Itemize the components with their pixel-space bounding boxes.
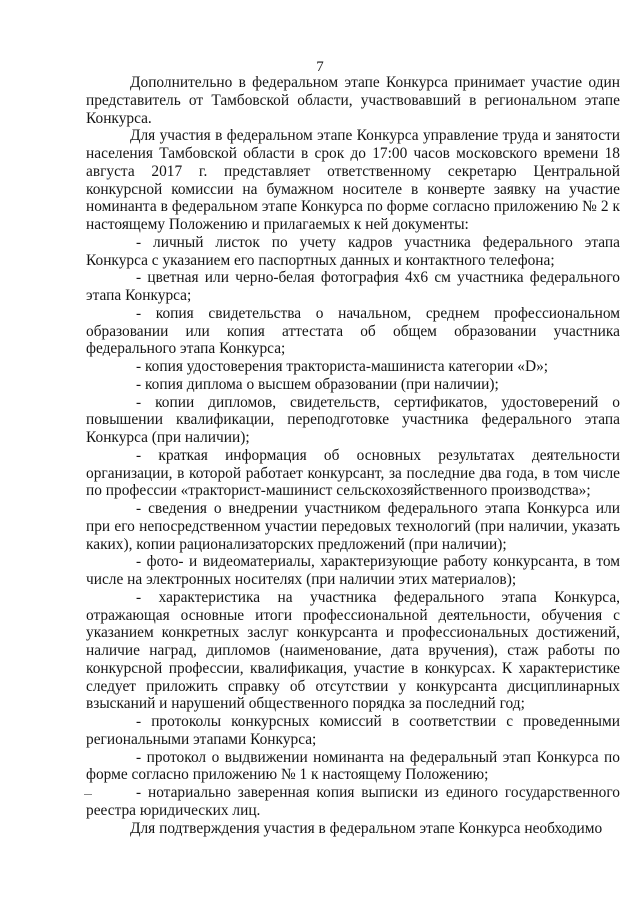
list-item: - копии дипломов, свидетельств, сертификатов, удостоверений о повышении квалификации, переподготовке участника федерального этапа Конкурса (при наличии); — [86, 393, 620, 446]
list-item: - фото- и видеоматериалы, характеризующие работу конкурсанта, в том числе на электронных носителях (при наличии этих материалов); — [86, 553, 620, 588]
document-list — [86, 234, 620, 820]
list-item: - копия диплома о высшем образовании (при наличии); — [136, 375, 499, 393]
list-item: - характеристика на участника федерального этапа Конкурса, отражающая основные итоги профессиональной деятельности, обучения с указанием конкретных заслуг конкурсанта и профессиональных достижений, наличие наград, дипломов (наименование, дата вручения), стаж работы по конкурсной профессии, квалификация, участие в конкурсах. К характеристике следует приложить справку об отсутствии у конкурсанта дисциплинарных взысканий и нарушений общественного порядка за последний год; — [86, 588, 620, 713]
paragraph-documents-intro: Для участия в федеральном этапе Конкурса управление труда и занятости населения Тамбовской области в срок до 17:00 часов московского времени 18 августа 2017 г. представляет ответственному секретарю Центральной конкурсной комиссии на бумажном носителе в конверте заявку на участие номинанта в федеральном этапе Конкурса по форме согласно приложению № 2 к настоящему Положению и прилагаемых к ней документы: — [86, 127, 620, 233]
list-item: - протоколы конкурсных комиссий в соответствии с проведенными региональными этапами Конкурса; — [86, 713, 620, 748]
margin-mark — [84, 794, 92, 795]
list-item: - личный листок по учету кадров участника федерального этапа Конкурса с указанием его паспортных данных и контактного телефона; — [86, 233, 620, 269]
list-item: - сведения о внедрении участником федерального этапа Конкурса или при его непосредственном участии передовых технологий (при наличии, указать каких), копии рационализаторских предложений (при наличии); — [86, 500, 620, 553]
list-item: - протокол о выдвижении номинанта на федеральный этап Конкурса по форме согласно приложению № 1 к настоящему Положению; — [86, 748, 620, 784]
list-item: - нотариально заверенная копия выписки из единого государственного реестра юридических лиц. — [86, 784, 620, 819]
list-item: - цветная или черно-белая фотография 4х6 см участника федерального этапа Конкурса; — [86, 269, 620, 304]
page-number: 7 — [316, 59, 324, 75]
document-body — [86, 74, 620, 837]
list-item: - копия удостоверения тракториста-машиниста категории «D»; — [136, 358, 549, 375]
list-item: - краткая информация об основных результатах деятельности организации, в которой работает конкурсант, за последние два года, в том числе по профессии «тракторист-машинист сельскохозяйственного производства»; — [86, 446, 620, 500]
list-item: - копия свидетельства о начальном, среднем профессиональном образовании или копия аттестата об общем образовании участника федерального этапа Конкурса; — [86, 304, 620, 358]
paragraph-intro: Дополнительно в федеральном этапе Конкурса принимает участие один представитель от Тамбовской области, участвовавший в региональном этапе Конкурса. — [86, 74, 620, 127]
paragraph-closing: Для подтверждения участия в федеральном этапе Конкурса необходимо — [130, 819, 603, 837]
